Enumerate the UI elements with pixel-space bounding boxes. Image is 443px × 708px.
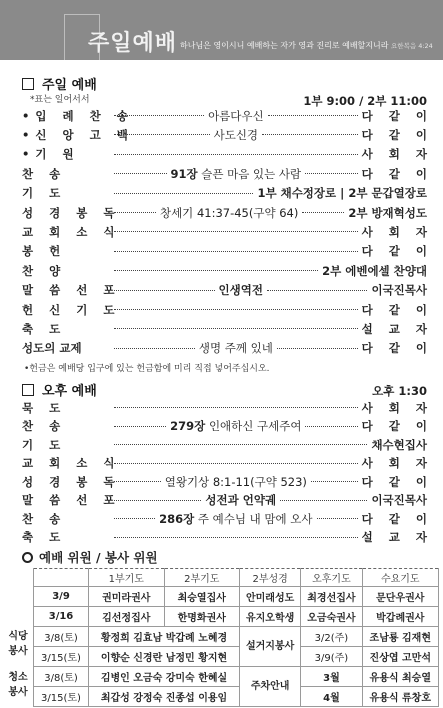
order-person: 사 회 자 [361, 456, 433, 470]
order-leader [110, 193, 257, 194]
date-cell: 3/16 [34, 607, 89, 627]
table-header: 1부기도 [89, 569, 165, 587]
order-title: 열왕기상 8:1-11(구약 523) [164, 474, 307, 489]
offering-footnote: •헌금은 예배당 입구에 있는 헌금함에 미리 직접 넣어주십시오. [24, 364, 270, 374]
order-content [208, 108, 264, 124]
dotted-leader [114, 500, 201, 501]
table-cell: 최승열집사 [164, 587, 240, 607]
order-person: 설 교 자 [361, 321, 433, 336]
order-person: 다 같 이 [361, 127, 433, 142]
hymn-number: 91장 [170, 166, 198, 181]
order-content [159, 511, 312, 527]
date-cell: 3/9(주) [301, 647, 362, 667]
table-header: 오후기도 [301, 569, 362, 587]
order-row [22, 261, 427, 280]
order-row [22, 300, 433, 319]
table-header: 수요기도 [362, 569, 438, 587]
afternoon-time: 오후 1:30 [372, 384, 427, 398]
dotted-leader [114, 426, 166, 427]
order-person: 다 같 이 [361, 166, 433, 181]
dotted-leader [114, 348, 195, 349]
order-title: 슬픈 마음 있는 사람 [201, 166, 302, 181]
order-row [22, 203, 427, 222]
order-leader [110, 444, 371, 445]
dotted-leader [114, 481, 161, 482]
order-leader [110, 154, 362, 155]
order-label: 찬 양 [22, 263, 67, 278]
names-cell: 진상엽 고만석 [362, 647, 438, 667]
order-content [219, 282, 263, 298]
date-cell: 3/15(토) [34, 687, 89, 707]
order-person: 다 같 이 [361, 302, 433, 317]
dotted-leader [114, 444, 367, 445]
order-label: 교 회 소 식 [22, 456, 121, 470]
order-row [22, 417, 433, 436]
order-leader [110, 205, 348, 221]
order-row [22, 472, 433, 491]
dotted-leader [114, 537, 358, 538]
dotted-leader [114, 270, 318, 271]
date-cell: 3/9 [34, 587, 89, 607]
names-cell: 유용식 류창호 [362, 687, 438, 707]
order-leader [110, 282, 371, 298]
parking-label-cell: 주차안내 [240, 667, 301, 707]
order-leader [110, 537, 362, 538]
dotted-leader [302, 212, 344, 213]
order-person: 사 회 자 [361, 147, 433, 162]
dotted-leader [114, 518, 155, 519]
dotted-leader [114, 134, 210, 135]
order-row [22, 164, 433, 183]
meal-service-label: 식당봉사 [8, 631, 28, 657]
duty-heading [22, 548, 158, 566]
setup-label-cell: 설거지봉사 [240, 627, 301, 667]
order-content [170, 418, 301, 434]
sunday-heading-text: 주일 예배 [42, 78, 97, 93]
order-person: 다 같 이 [361, 108, 433, 123]
table-cell: 오금숙권사 [301, 607, 362, 627]
order-leader [110, 340, 362, 356]
order-label: •입 례 찬 송 [22, 108, 134, 123]
dotted-leader [114, 463, 358, 464]
order-label: 봉 헌 [22, 244, 67, 259]
order-row [22, 281, 427, 300]
cleaning-service-label: 청소봉사 [8, 672, 28, 698]
order-leader [110, 418, 362, 434]
order-row [22, 435, 427, 454]
dotted-leader [114, 251, 358, 252]
order-row [22, 509, 433, 528]
order-person: 다 같 이 [361, 419, 433, 433]
afternoon-service-heading [22, 380, 97, 399]
order-label: 말 씀 선 포 [22, 493, 121, 507]
table-cell: 문단우권사 [362, 587, 438, 607]
date-cell: 4월 [301, 687, 362, 707]
order-leader [110, 328, 362, 329]
order-label: •기 원 [22, 147, 80, 162]
order-person: 다 같 이 [361, 244, 433, 259]
order-person: 사 회 자 [361, 224, 433, 239]
dotted-leader [114, 290, 215, 291]
table-cell: 박갑례권사 [362, 607, 438, 627]
order-label: 기 도 [22, 437, 67, 452]
dotted-leader [114, 231, 358, 232]
duty-header-row [34, 569, 439, 587]
order-row [22, 339, 433, 358]
order-label: 헌 신 기 도 [22, 302, 121, 317]
order-content [171, 166, 302, 182]
order-label: 찬 송 [22, 419, 67, 433]
hymn-number: 인생역전 [218, 283, 263, 298]
order-leader [110, 474, 362, 490]
names-cell: 최갑성 강정숙 진종섭 이용임 [89, 687, 240, 707]
names-cell: 황정희 김효남 박갑례 노혜경 [89, 627, 240, 647]
table-row [34, 667, 439, 687]
header-verse [180, 40, 433, 51]
standing-note: *표는 일어서서 [30, 95, 90, 105]
dotted-leader [114, 115, 204, 116]
order-title: 인애하신 구세주여 [208, 419, 302, 433]
names-cell: 조남룡 김재현 [362, 627, 438, 647]
order-content [214, 127, 258, 143]
order-label: 교 회 소 식 [22, 224, 121, 239]
afternoon-heading-text: 오후 예배 [42, 384, 97, 399]
order-label: 성 경 봉 독 [22, 205, 121, 220]
order-person: 1부 채수정장로 | 2부 문갑열장로 [257, 186, 427, 201]
sunday-service-heading [22, 74, 97, 93]
header-banner [0, 0, 443, 60]
order-row [22, 106, 433, 125]
order-content [165, 474, 307, 490]
order-title: 아름다우신 [208, 108, 264, 123]
dotted-leader [305, 426, 357, 427]
dotted-leader [262, 134, 358, 135]
order-person: 이국진목사 [371, 493, 427, 507]
dotted-leader [305, 173, 358, 174]
order-leader [110, 407, 362, 408]
dotted-leader [114, 407, 358, 408]
order-row [22, 454, 433, 473]
names-cell: 이향순 신경란 남정민 황지현 [89, 647, 240, 667]
order-content [199, 340, 273, 356]
table-row [34, 627, 439, 647]
dotted-leader [277, 348, 358, 349]
duty-heading-text: 예배 위원 / 봉사 위원 [39, 550, 158, 565]
dotted-leader [311, 481, 358, 482]
order-person: 다 같 이 [361, 474, 433, 489]
order-label: 기 도 [22, 186, 67, 201]
hymn-number: 279장 [170, 419, 206, 433]
dotted-leader [114, 212, 156, 213]
order-title: 주 예수님 내 맘에 오사 [197, 511, 313, 526]
order-person: 채수현집사 [371, 437, 427, 452]
order-leader [110, 492, 371, 508]
order-leader [110, 127, 362, 143]
order-label: 축 도 [22, 321, 67, 336]
dotted-leader [114, 193, 253, 194]
table-row [34, 607, 439, 627]
order-label: 축 도 [22, 530, 67, 544]
order-person: 2부 에벤에셀 찬양대 [322, 263, 427, 278]
dotted-leader [317, 518, 358, 519]
order-person: 사 회 자 [361, 400, 433, 415]
order-label: 찬 송 [22, 511, 67, 526]
names-cell: 김병인 오금숙 강미숙 한혜실 [89, 667, 240, 687]
order-row [22, 491, 427, 510]
sunday-time: 1부 9:00 / 2부 11:00 [303, 94, 427, 108]
order-leader [110, 511, 362, 527]
hymn-number: 성전과 언약궤 [205, 493, 277, 507]
order-row [22, 222, 433, 241]
order-row [22, 528, 433, 547]
table-cell: 김선정집사 [89, 607, 165, 627]
order-content [160, 205, 298, 221]
order-row [22, 184, 427, 203]
order-label: 말 씀 선 포 [22, 283, 121, 298]
order-person: 2부 방재혁성도 [348, 205, 427, 220]
order-row [22, 242, 433, 261]
order-leader [110, 463, 362, 464]
table-row [34, 647, 439, 667]
table-row [34, 687, 439, 707]
order-leader [110, 251, 362, 252]
order-leader [110, 270, 322, 271]
order-title: 창세기 41:37-45(구약 64) [159, 205, 299, 220]
table-cell: 한명화권사 [164, 607, 240, 627]
order-person: 다 같 이 [361, 341, 433, 356]
order-person: 설 교 자 [361, 530, 433, 544]
dotted-leader [114, 154, 358, 155]
table-row [34, 587, 439, 607]
date-cell: 3/2(주) [301, 627, 362, 647]
page-title: 주일예배 [88, 31, 178, 56]
table-cell: 권미라권사 [89, 587, 165, 607]
order-leader [110, 231, 362, 232]
duty-table [33, 568, 439, 707]
order-leader [110, 309, 362, 310]
dotted-leader [114, 173, 167, 174]
dotted-leader [114, 309, 358, 310]
hymn-number: 286장 [159, 511, 195, 526]
order-person: 다 같 이 [361, 511, 433, 526]
order-leader [110, 166, 362, 182]
table-header: 2부기도 [164, 569, 240, 587]
date-cell: 3/8(토) [34, 667, 89, 687]
target-circle-icon [22, 552, 33, 563]
verse-text: 하나님은 영이시니 예배하는 자가 영과 진리로 예배할지니라 [180, 41, 389, 50]
names-cell: 유용식 최승열 [362, 667, 438, 687]
order-label: 성도의 교제 [22, 341, 82, 356]
checkbox-square-icon [22, 78, 34, 90]
order-label: 찬 송 [22, 166, 67, 181]
checkbox-square-icon [22, 384, 34, 396]
dotted-leader [268, 115, 358, 116]
order-label: 성 경 봉 독 [22, 474, 121, 489]
order-person: 이국진목사 [371, 283, 427, 298]
order-label: 묵 도 [22, 400, 67, 415]
order-row [22, 125, 433, 144]
table-cell: 안미래성도 [240, 587, 301, 607]
order-title: 생명 주께 있네 [198, 341, 273, 356]
date-cell: 3월 [301, 667, 362, 687]
date-cell: 3/8(토) [34, 627, 89, 647]
dotted-leader [280, 500, 367, 501]
table-header: 2부성경 [240, 569, 301, 587]
table-header-blank [34, 569, 89, 587]
order-row [22, 145, 433, 164]
order-content [205, 492, 276, 508]
date-cell: 3/15(토) [34, 647, 89, 667]
order-label: •신 앙 고 백 [22, 127, 134, 142]
order-leader [110, 108, 362, 124]
table-cell: 최경선집사 [301, 587, 362, 607]
dotted-leader [267, 290, 368, 291]
verse-reference: 요한복음 4:24 [391, 42, 433, 50]
table-cell: 유지오학생 [240, 607, 301, 627]
order-title: 사도신경 [213, 127, 259, 142]
order-row [22, 319, 433, 338]
dotted-leader [114, 328, 358, 329]
order-row [22, 398, 433, 417]
